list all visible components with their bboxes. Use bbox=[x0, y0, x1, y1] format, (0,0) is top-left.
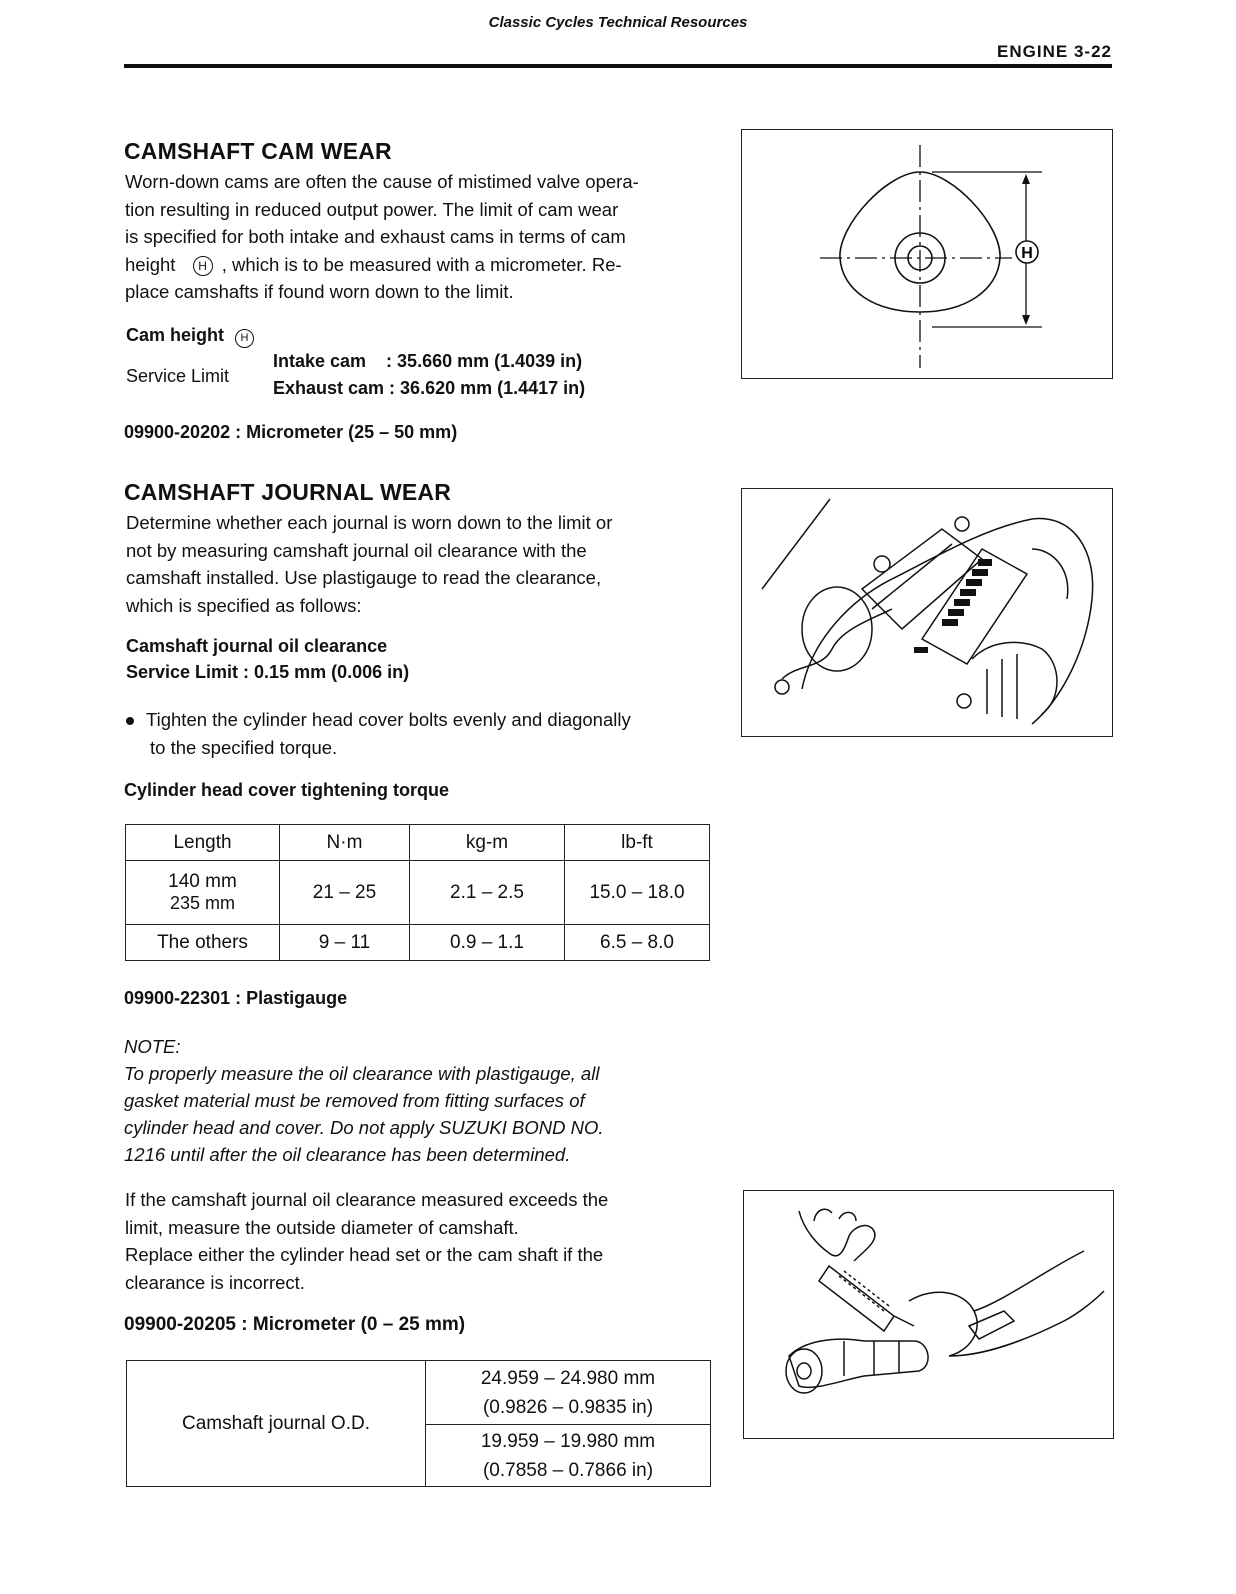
text-line: place camshafts if found worn down to the limit. bbox=[125, 281, 514, 302]
cam-wear-paragraph bbox=[125, 168, 709, 306]
note-text bbox=[124, 1060, 710, 1168]
cam-lobe-figure bbox=[741, 129, 1113, 379]
micrometer-figure bbox=[743, 1190, 1114, 1439]
edge-line bbox=[762, 499, 830, 589]
fingers bbox=[814, 1209, 856, 1221]
journal-surface bbox=[972, 642, 1057, 714]
journal-hatching bbox=[987, 654, 1017, 719]
micrometer-thimble bbox=[819, 1266, 894, 1331]
port-opening bbox=[802, 587, 872, 671]
plastigauge-tool-spec: 09900-22301 : Plastigauge bbox=[124, 988, 348, 1008]
holder-line bbox=[872, 544, 952, 609]
text-line: gasket material must be removed from fitting surfaces of bbox=[124, 1090, 585, 1111]
table-cell bbox=[426, 1425, 711, 1487]
text-line: tion resulting in reduced output power. The limit of cam wear bbox=[125, 198, 619, 220]
micrometer-illustration bbox=[744, 1191, 1113, 1438]
cam-height-label bbox=[126, 325, 254, 348]
casting-edge bbox=[782, 609, 892, 679]
bolt-hole bbox=[775, 680, 789, 694]
lower-hand-top bbox=[974, 1251, 1084, 1311]
h-symbol: H bbox=[193, 256, 213, 276]
micrometer-frame bbox=[909, 1292, 977, 1356]
plastigauge-figure bbox=[741, 488, 1113, 737]
header-rule bbox=[124, 64, 1112, 68]
table-row bbox=[126, 861, 710, 925]
text-line: Worn-down cams are often the cause of mistimed valve opera- bbox=[125, 171, 639, 192]
table-cell: 15.0 – 18.0 bbox=[565, 861, 710, 925]
micrometer-spindle bbox=[894, 1316, 914, 1326]
intake-cam-spec: Intake cam : 35.660 mm (1.4039 in) bbox=[273, 351, 583, 371]
table-cell bbox=[426, 1361, 711, 1425]
scale-marks bbox=[914, 559, 992, 653]
tightening-bullet bbox=[126, 706, 709, 761]
journal-wear-paragraph bbox=[126, 509, 709, 619]
text-line: Determine whether each journal is worn down to the limit or bbox=[126, 512, 613, 533]
cam-lobe-diagram bbox=[742, 130, 1112, 378]
service-limit-label: Service Limit bbox=[126, 366, 230, 386]
od-instructions bbox=[125, 1186, 709, 1296]
exhaust-cam-spec: Exhaust cam : 36.620 mm (1.4417 in) bbox=[273, 378, 586, 398]
table-header-cell: kg-m bbox=[410, 825, 565, 861]
bullet-icon bbox=[126, 717, 134, 725]
text-line: To properly measure the oil clearance with plastigauge, all bbox=[124, 1063, 600, 1084]
text-line: which is specified as follows: bbox=[126, 594, 362, 616]
od-value: 24.959 – 24.980 mm bbox=[480, 1367, 656, 1389]
od-value: 19.959 – 19.980 mm bbox=[480, 1430, 656, 1452]
micrometer-tool-spec: 09900-20202 : Micrometer (25 – 50 mm) bbox=[124, 422, 458, 442]
text-line: clearance is incorrect. bbox=[125, 1271, 305, 1293]
flange-hole bbox=[797, 1363, 811, 1379]
table-cell: 9 – 11 bbox=[280, 925, 410, 961]
table-header-cell: Length bbox=[126, 825, 280, 861]
text-line: If the camshaft journal oil clearance measured exceeds the bbox=[125, 1189, 609, 1210]
h-symbol-label: H bbox=[1021, 245, 1033, 262]
table-cell: The others bbox=[126, 925, 280, 961]
bolt-hole bbox=[955, 517, 969, 531]
text-line bbox=[125, 251, 709, 279]
micrometer-small-tool-spec: 09900-20205 : Micrometer (0 – 25 mm) bbox=[124, 1314, 466, 1335]
table-cell: 6.5 – 8.0 bbox=[565, 925, 710, 961]
clearance-spec-title: Camshaft journal oil clearance bbox=[126, 636, 388, 656]
site-title: Classic Cycles Technical Resources bbox=[488, 14, 748, 31]
bolt-hole bbox=[957, 694, 971, 708]
table-row bbox=[127, 1361, 711, 1425]
plastigauge-illustration bbox=[742, 489, 1112, 736]
od-value: (0.7858 – 0.7866 in) bbox=[482, 1459, 654, 1481]
text-line: limit, measure the outside diameter of camshaft. bbox=[125, 1216, 519, 1238]
text-line bbox=[126, 706, 709, 734]
h-symbol: H bbox=[235, 329, 254, 348]
torque-table bbox=[125, 824, 710, 961]
dimension-arrow-bottom bbox=[1022, 315, 1030, 325]
bullet-text: Tighten the cylinder head cover bolts evenly and diagonally bbox=[146, 709, 631, 730]
cam-wear-title: CAMSHAFT CAM WEAR bbox=[124, 138, 392, 164]
table-cell: Camshaft journal O.D. bbox=[127, 1361, 426, 1487]
thimble-knurl bbox=[839, 1271, 889, 1311]
text-line: not by measuring camshaft journal oil clearance with the bbox=[126, 539, 587, 561]
table-header-cell: N·m bbox=[280, 825, 410, 861]
camshaft-body bbox=[789, 1339, 928, 1387]
od-value: (0.9826 – 0.9835 in) bbox=[482, 1396, 654, 1418]
journal-wear-title: CAMSHAFT JOURNAL WEAR bbox=[124, 479, 452, 505]
text-line: is specified for both intake and exhaust cams in terms of cam bbox=[125, 226, 626, 247]
text-fragment: height bbox=[125, 253, 176, 275]
text-line: Replace either the cylinder head set or the cam shaft if the bbox=[125, 1244, 604, 1265]
clearance-service-limit: Service Limit : 0.15 mm (0.006 in) bbox=[126, 662, 410, 682]
text-line: camshaft installed. Use plastigauge to read the clearance, bbox=[126, 567, 602, 588]
lower-hand-bottom bbox=[949, 1291, 1104, 1356]
cam-height-text: Cam height bbox=[126, 325, 225, 345]
torque-title: Cylinder head cover tightening torque bbox=[124, 780, 450, 800]
dimension-arrow-top bbox=[1022, 174, 1030, 184]
table-cell: 2.1 – 2.5 bbox=[410, 861, 565, 925]
upper-hand bbox=[799, 1211, 875, 1261]
journal-lines bbox=[844, 1341, 899, 1376]
text-line: cylinder head and cover. Do not apply SUZUKI BOND NO. bbox=[124, 1117, 604, 1138]
text-line: 1216 until after the oil clearance has been determined. bbox=[124, 1144, 571, 1165]
table-cell: 21 – 25 bbox=[280, 861, 410, 925]
page-number: 3-22 bbox=[1073, 42, 1112, 61]
running-header bbox=[997, 42, 1112, 62]
note-label: NOTE: bbox=[124, 1036, 181, 1057]
cover-curve bbox=[1032, 549, 1068, 599]
table-cell: 0.9 – 1.1 bbox=[410, 925, 565, 961]
table-header-cell: lb-ft bbox=[565, 825, 710, 861]
table-header-row bbox=[126, 825, 710, 861]
text-line: to the specified torque. bbox=[150, 736, 338, 758]
bolt-hole bbox=[874, 556, 890, 572]
length-value: 235 mm bbox=[169, 893, 236, 913]
od-table bbox=[126, 1360, 711, 1487]
text-fragment: , which is to be measured with a micrometer. Re- bbox=[221, 253, 622, 275]
table-cell bbox=[126, 861, 280, 925]
section-name: ENGINE bbox=[997, 42, 1069, 61]
table-row bbox=[126, 925, 710, 961]
length-value: 140 mm bbox=[168, 871, 237, 892]
